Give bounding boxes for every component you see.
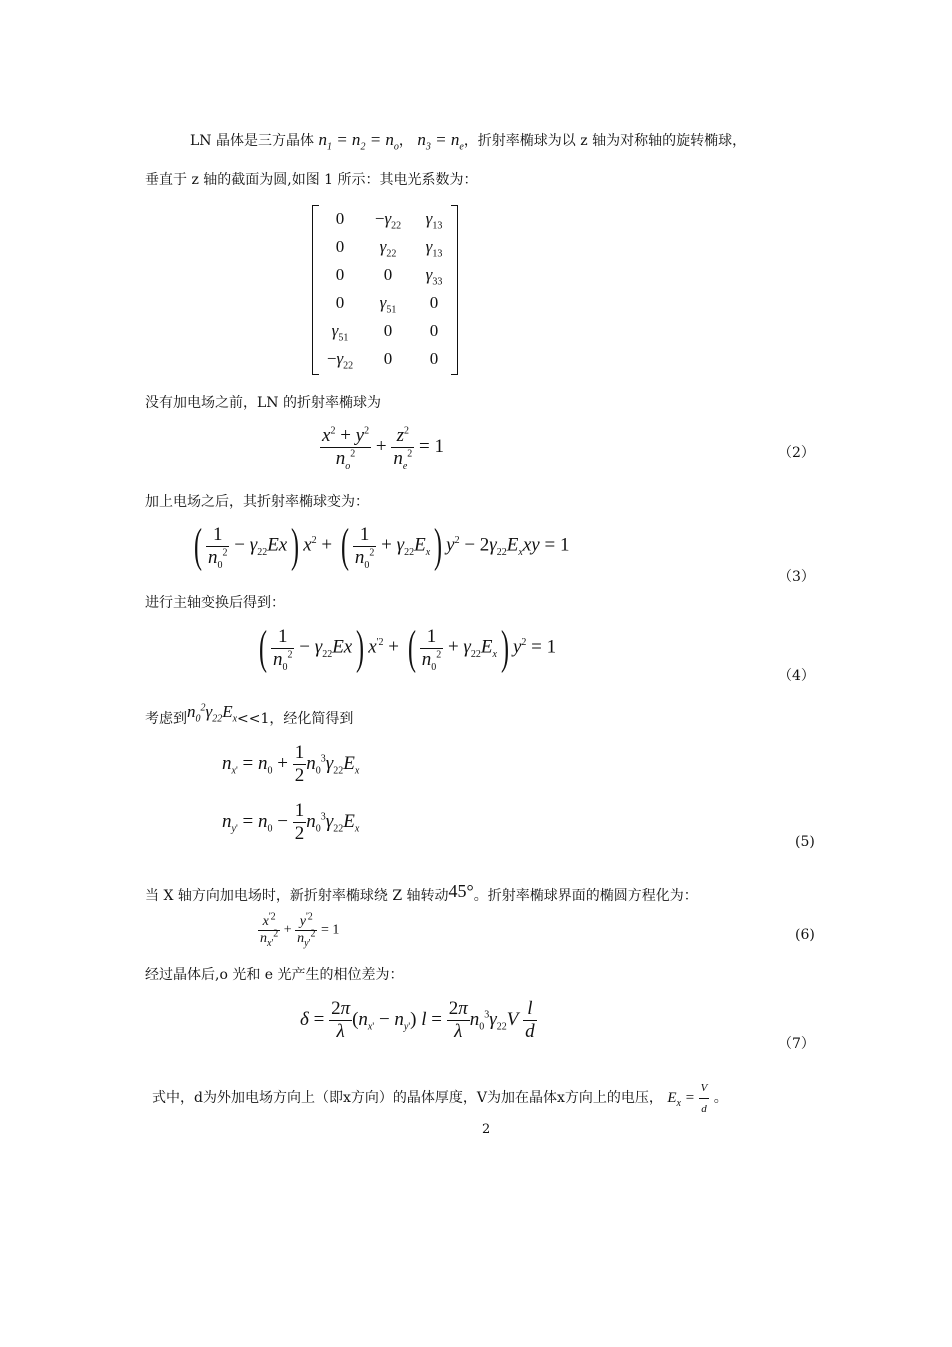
equation-number: （4） — [778, 668, 815, 684]
equation-number: (6) — [795, 927, 815, 943]
equation-number: (5) — [795, 834, 815, 850]
paragraph-cross-section: 垂直于 z 轴的截面为圆,如图 1 所示：其电光系数为： — [145, 172, 478, 188]
equation-3: ( $\frac{1}{n_0^2}$ − $\gamma_{22}Ex$) $x^2$ + ( $\frac{1}{n_0^2}$ + $\gamma_{22}E_x$) $y^2 - 2\gamma_{22}E_xxy = 1$ — [193, 519, 570, 572]
matrix-cell: 0 — [335, 209, 345, 228]
paragraph-principal-axis: 进行主轴变换后得到： — [145, 595, 285, 611]
matrix-cell: 0 — [335, 237, 345, 256]
paragraph-rotation: 当 X 轴方向加电场时，新折射率椭球绕 Z 轴转动45°。折射率椭球界面的椭圆方程化为： — [145, 881, 698, 904]
matrix-cell: 0 — [429, 321, 439, 340]
matrix-cell: $\gamma_{13}$ — [425, 237, 443, 260]
matrix-cell: 0 — [383, 321, 393, 340]
electro-optic-matrix — [312, 205, 458, 375]
paragraph-phase-difference: 经过晶体后,o 光和 e 光产生的相位差为： — [145, 967, 404, 983]
angle-value: 45° — [448, 881, 474, 901]
inline-math-n0-gamma-ex: $n_0^2\gamma_{22}E_x$ — [187, 702, 238, 725]
matrix-cell: $-\gamma_{22}$ — [326, 349, 354, 372]
equation-number: （3） — [778, 569, 815, 585]
paragraph-approximation: 考虑到$n_0^2\gamma_{22}E_x<<1$，经化简得到 — [145, 702, 354, 727]
matrix-cell: 0 — [335, 265, 345, 284]
inline-math-ex-equals-v-over-d: $E_x$ = $\frac{V}{d}$ — [667, 1090, 709, 1106]
matrix-cell: $\gamma_{33}$ — [425, 265, 443, 288]
matrix-cell: 0 — [383, 349, 393, 368]
matrix-cell: $-\gamma_{22}$ — [374, 209, 402, 232]
page-number: 2 — [482, 1122, 491, 1137]
equation-7: δ = $\frac{2\pi}{\lambda}$ $(n_{x'} - n_{y'}) l$ = $\frac{2\pi}{\lambda}$ $n_0^3\gamma_{22}V$ $\frac{l}{d}$ — [300, 998, 535, 1042]
equation-n1-n2-no: $n_1 = n_2 = n_o$ — [318, 130, 399, 153]
equation-5-ny: $n_{y'} = n_0$ − $\frac{1}{2}$ $n_0^3\gamma_{22}E_x$ — [222, 800, 360, 844]
equation-2: $\frac{x^2 + y^2}{n_o^2}$ + $\frac{z^2}{n_e^2}$ = 1 — [322, 425, 444, 472]
equation-6: $\frac{x^{'2}}{n_{x'}^2}$ + $\frac{y^{'2}}{n_{y'}^2}$ = 1 — [260, 911, 340, 949]
equation-n3-ne: $n_3 = n_e$ — [417, 130, 464, 153]
matrix-cell: 0 — [335, 293, 345, 312]
matrix-cell: 0 — [383, 265, 393, 284]
paragraph-intro: LN 晶体是三方晶体 $n_1 = n_2 = n_o$， $n_3 = n_e$，折射率椭球为以 z 轴为对称轴的旋转椭球， — [190, 130, 747, 153]
equation-4: ( $\frac{1}{n_0^2}$ − $\gamma_{22}Ex$) $x^{'2}$ + ( $\frac{1}{n_0^2}$ + $\gamma_{22}E_x$) $y^2 = 1$ — [258, 621, 557, 674]
paragraph-after-field: 加上电场之后，其折射率椭球变为： — [145, 494, 369, 510]
paragraph-before-field: 没有加电场之前，LN 的折射率椭球为 — [145, 395, 381, 411]
paragraph-definitions: 式中，d为外加电场方向上（即x方向）的晶体厚度，V为加在晶体x方向上的电压， $E_x$ = $\frac{V}{d}$ 。 — [152, 1078, 728, 1119]
matrix-cell: $\gamma_{51}$ — [331, 321, 349, 344]
matrix-cell: $\gamma_{22}$ — [379, 237, 397, 260]
matrix-cell: 0 — [429, 349, 439, 368]
equation-5-nx: $n_{x'} = n_0$ + $\frac{1}{2}$ $n_0^3\gamma_{22}E_x$ — [222, 742, 360, 786]
matrix-cell: $\gamma_{51}$ — [379, 293, 397, 316]
equation-number: （7） — [778, 1036, 815, 1052]
matrix-cell: $\gamma_{13}$ — [425, 209, 443, 232]
equation-number: （2） — [778, 445, 815, 461]
matrix-cell: 0 — [429, 293, 439, 312]
